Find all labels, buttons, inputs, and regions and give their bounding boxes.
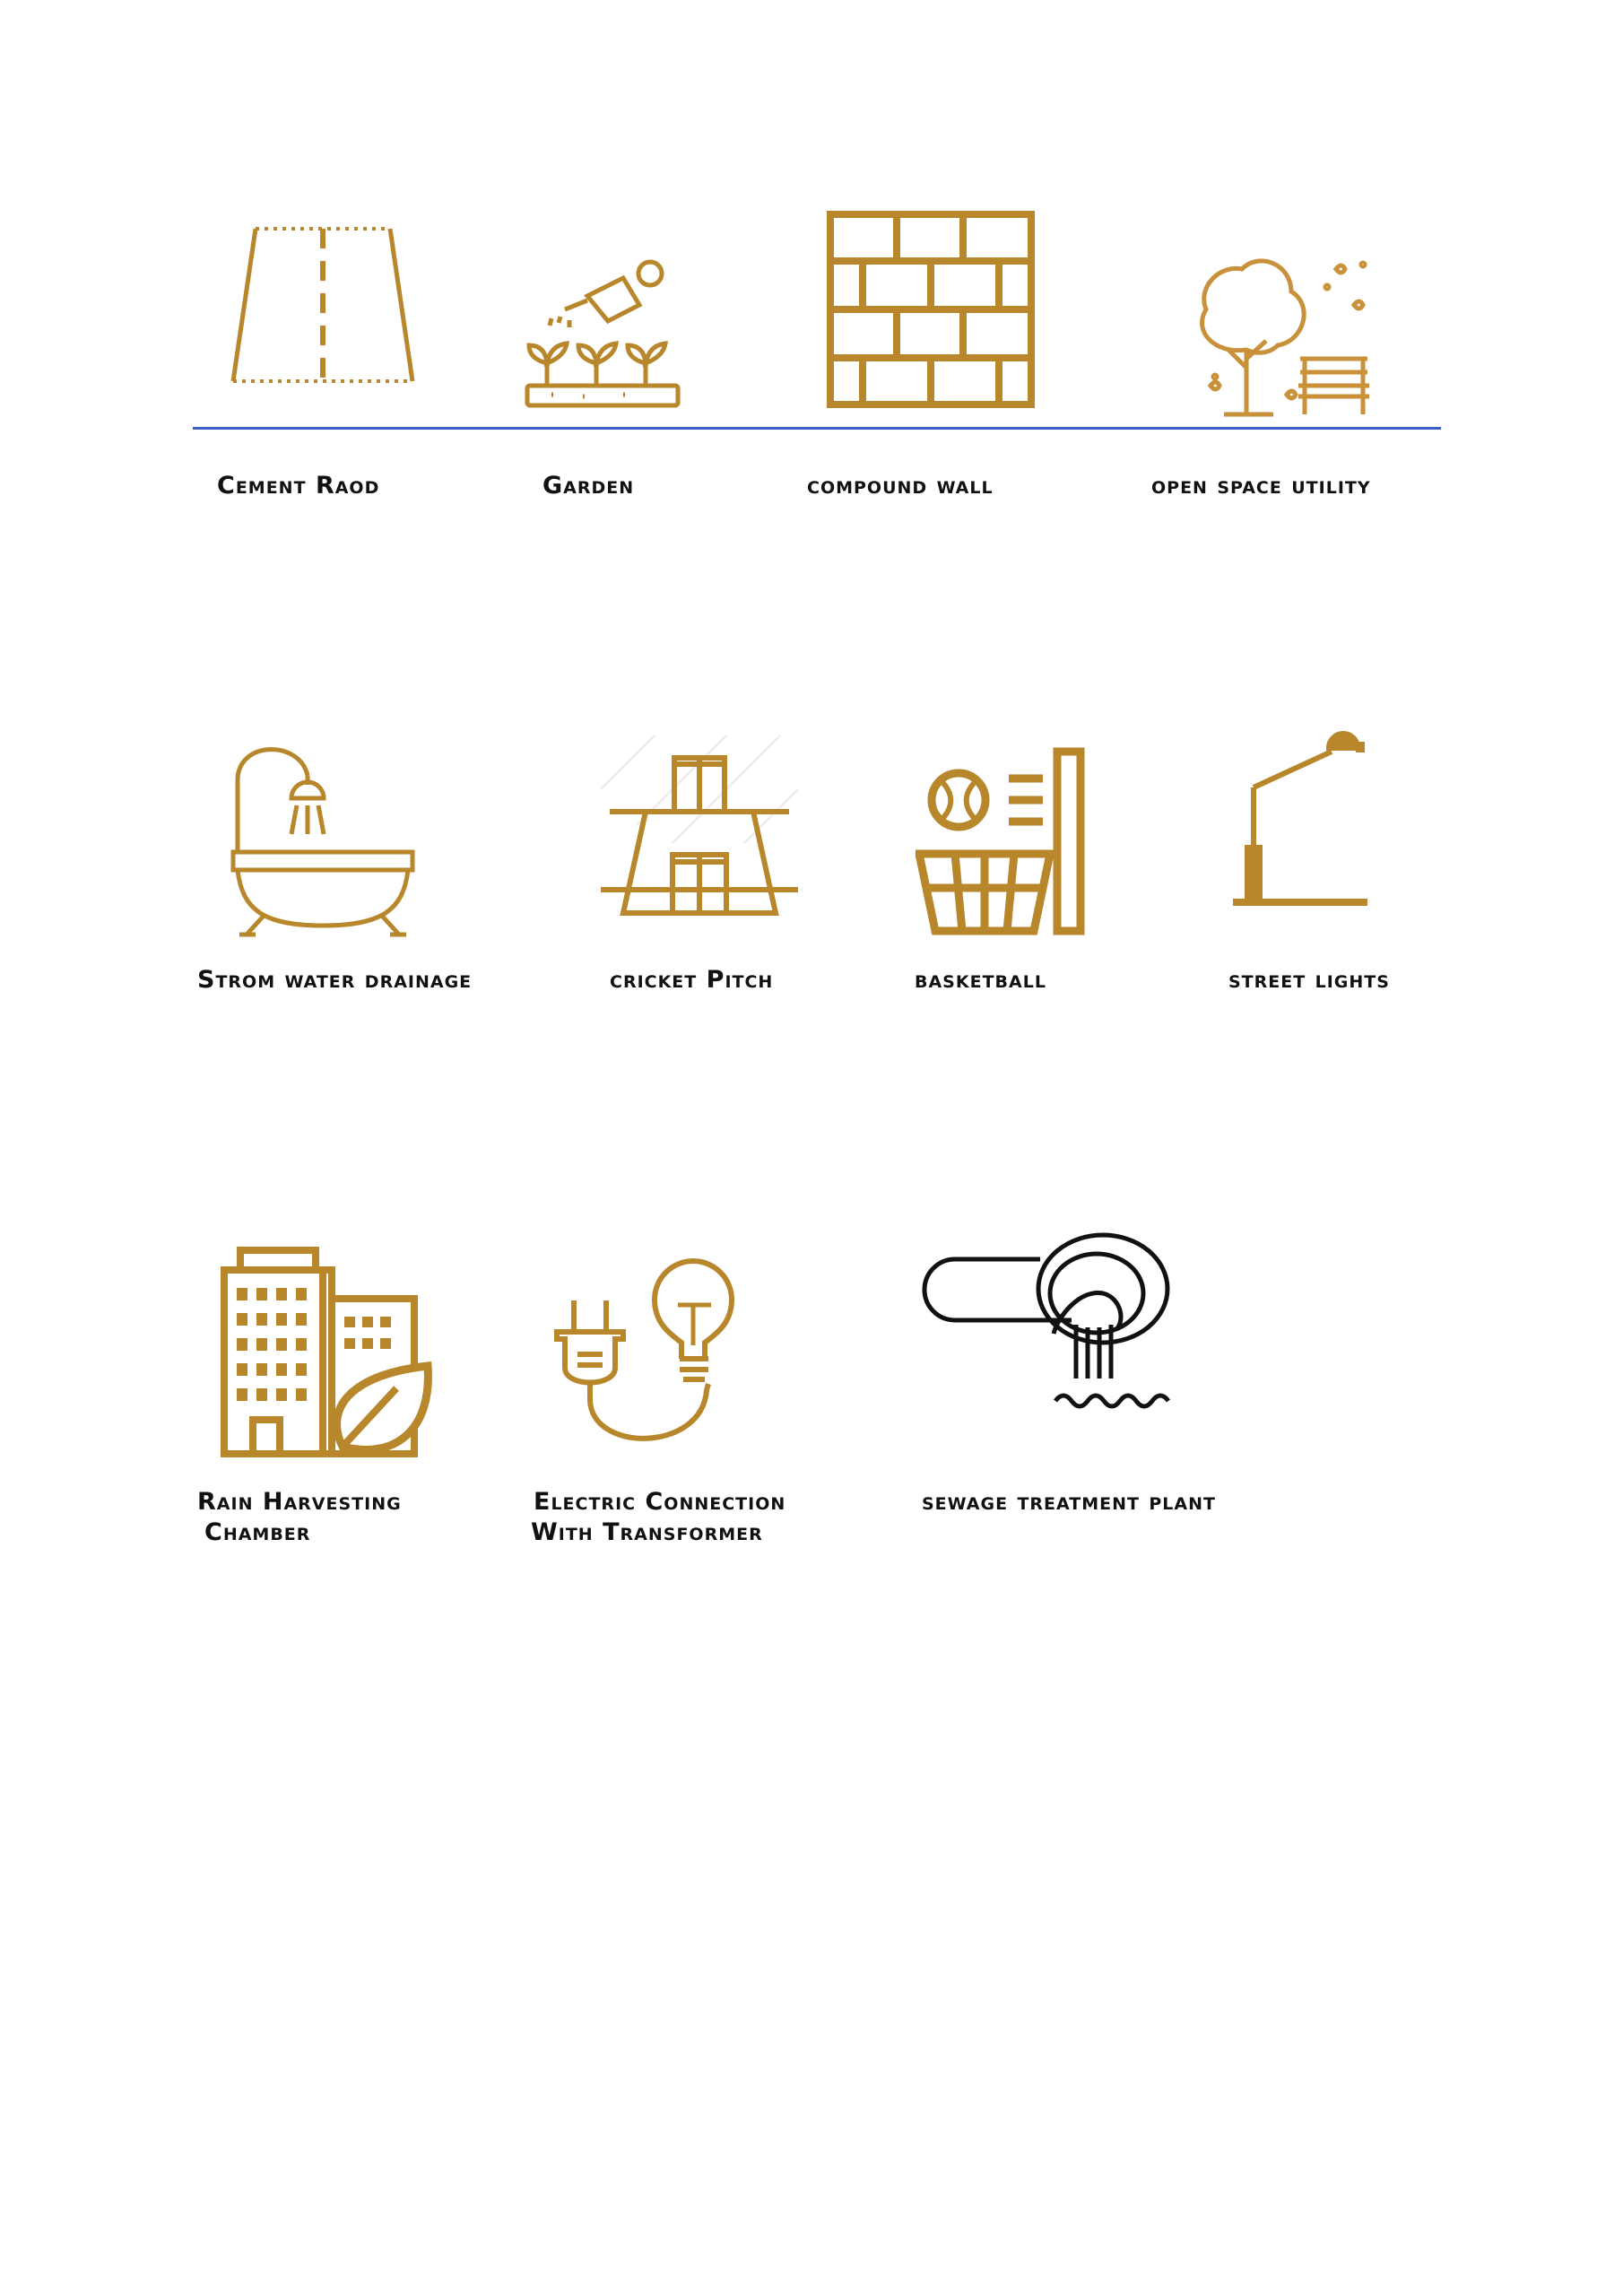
bathtub-shower-icon — [229, 744, 417, 937]
label-electric-connection-line2: With Transformer — [531, 1518, 763, 1546]
label-cricket-pitch: cricket Pitch — [610, 966, 774, 994]
label-compound-wall: compound wall — [807, 472, 994, 500]
label-basketball: basketball — [915, 966, 1046, 994]
label-cement-road: Cement Raod — [217, 472, 380, 500]
plug-bulb-icon — [554, 1260, 738, 1457]
label-open-space-utility: open space utility — [1151, 472, 1371, 500]
cricket-pitch-icon — [601, 735, 798, 924]
label-garden: Garden — [542, 472, 635, 500]
tree-bench-icon — [1193, 251, 1372, 417]
buildings-leaf-icon — [217, 1245, 430, 1456]
label-sewage-treatment-plant: sewage treatment plant — [922, 1488, 1216, 1516]
street-lamp-icon — [1233, 743, 1376, 909]
label-electric-connection-line1: Electric Connection — [534, 1488, 786, 1516]
garden-icon — [525, 256, 681, 413]
label-strom-water-drainage: Strom water drainage — [197, 966, 473, 994]
brick-wall-icon — [827, 211, 1035, 408]
divider-line — [193, 427, 1441, 430]
sewage-pipe-icon — [919, 1231, 1215, 1410]
label-rain-harvesting-line1: Rain Harvesting — [197, 1488, 402, 1516]
road-icon — [229, 224, 417, 386]
label-street-lights: street lights — [1228, 966, 1390, 994]
label-rain-harvesting-line2: Chamber — [204, 1518, 311, 1546]
basketball-hoop-icon — [908, 744, 1088, 937]
